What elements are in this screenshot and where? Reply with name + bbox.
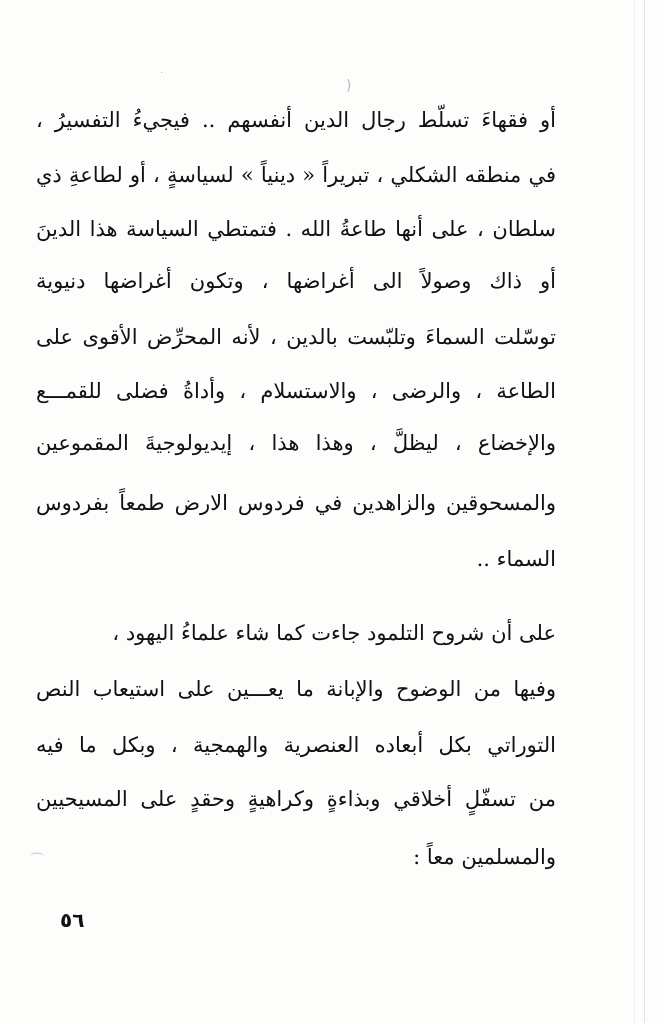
scan-speck: · bbox=[160, 68, 164, 79]
page-binding-edge-inner bbox=[634, 0, 635, 1023]
text-line: والمسحوقين والزاهدين في فردوس الارض طمعاً بفردوس bbox=[36, 491, 556, 515]
text-line: الطاعة ، والرضى ، والاستسلام ، وأداةُ فضلى للقمـــع bbox=[36, 379, 556, 403]
text-line: توسّلت السماءَ وتلبّست بالدين ، لأنه المحرِّض الأقوى على bbox=[36, 325, 556, 349]
text-line: وفيها من الوضوح والإبانة ما يعـــين على استيعاب النص bbox=[36, 677, 556, 701]
scan-mark: ) bbox=[346, 78, 352, 94]
page-number: ٥٦ bbox=[60, 908, 85, 932]
text-line: والإخضاع ، ليظلَّ ، وهذا هذا ، إيديولوجيةَ المقموعين bbox=[36, 431, 556, 455]
text-line: في منطقه الشكلي ، تبريراً « دينياً » لسياسةٍ ، أو لطاعةِ ذي bbox=[36, 163, 556, 187]
text-line: السماء .. bbox=[476, 547, 556, 571]
page-binding-edge bbox=[644, 0, 645, 1023]
text-line: أو فقهاءَ تسلّط رجال الدين أنفسهم .. فيجيءُ التفسيرُ ، bbox=[36, 108, 556, 132]
text-line: من تسفّلٍ أخلاقي وبذاءةٍ وكراهيةٍ وحقدٍ على المسيحيين bbox=[36, 787, 556, 811]
text-line: أو ذاك وصولاً الى أغراضها ، وتكون أغراضها دنيوية bbox=[36, 269, 556, 293]
scan-mark-left: ⌒ bbox=[30, 853, 44, 869]
text-line: على أن شروح التلمود جاءت كما شاء علماءُ اليهود ، bbox=[112, 621, 556, 645]
text-line: والمسلمين معاً : bbox=[413, 845, 556, 869]
text-line: التوراتي بكل أبعاده العنصرية والهمجية ، وبكل ما فيه bbox=[36, 733, 556, 757]
text-line: سلطان ، على أنها طاعةُ الله . فتمتطي السياسة هذا الدينَ bbox=[36, 217, 557, 241]
